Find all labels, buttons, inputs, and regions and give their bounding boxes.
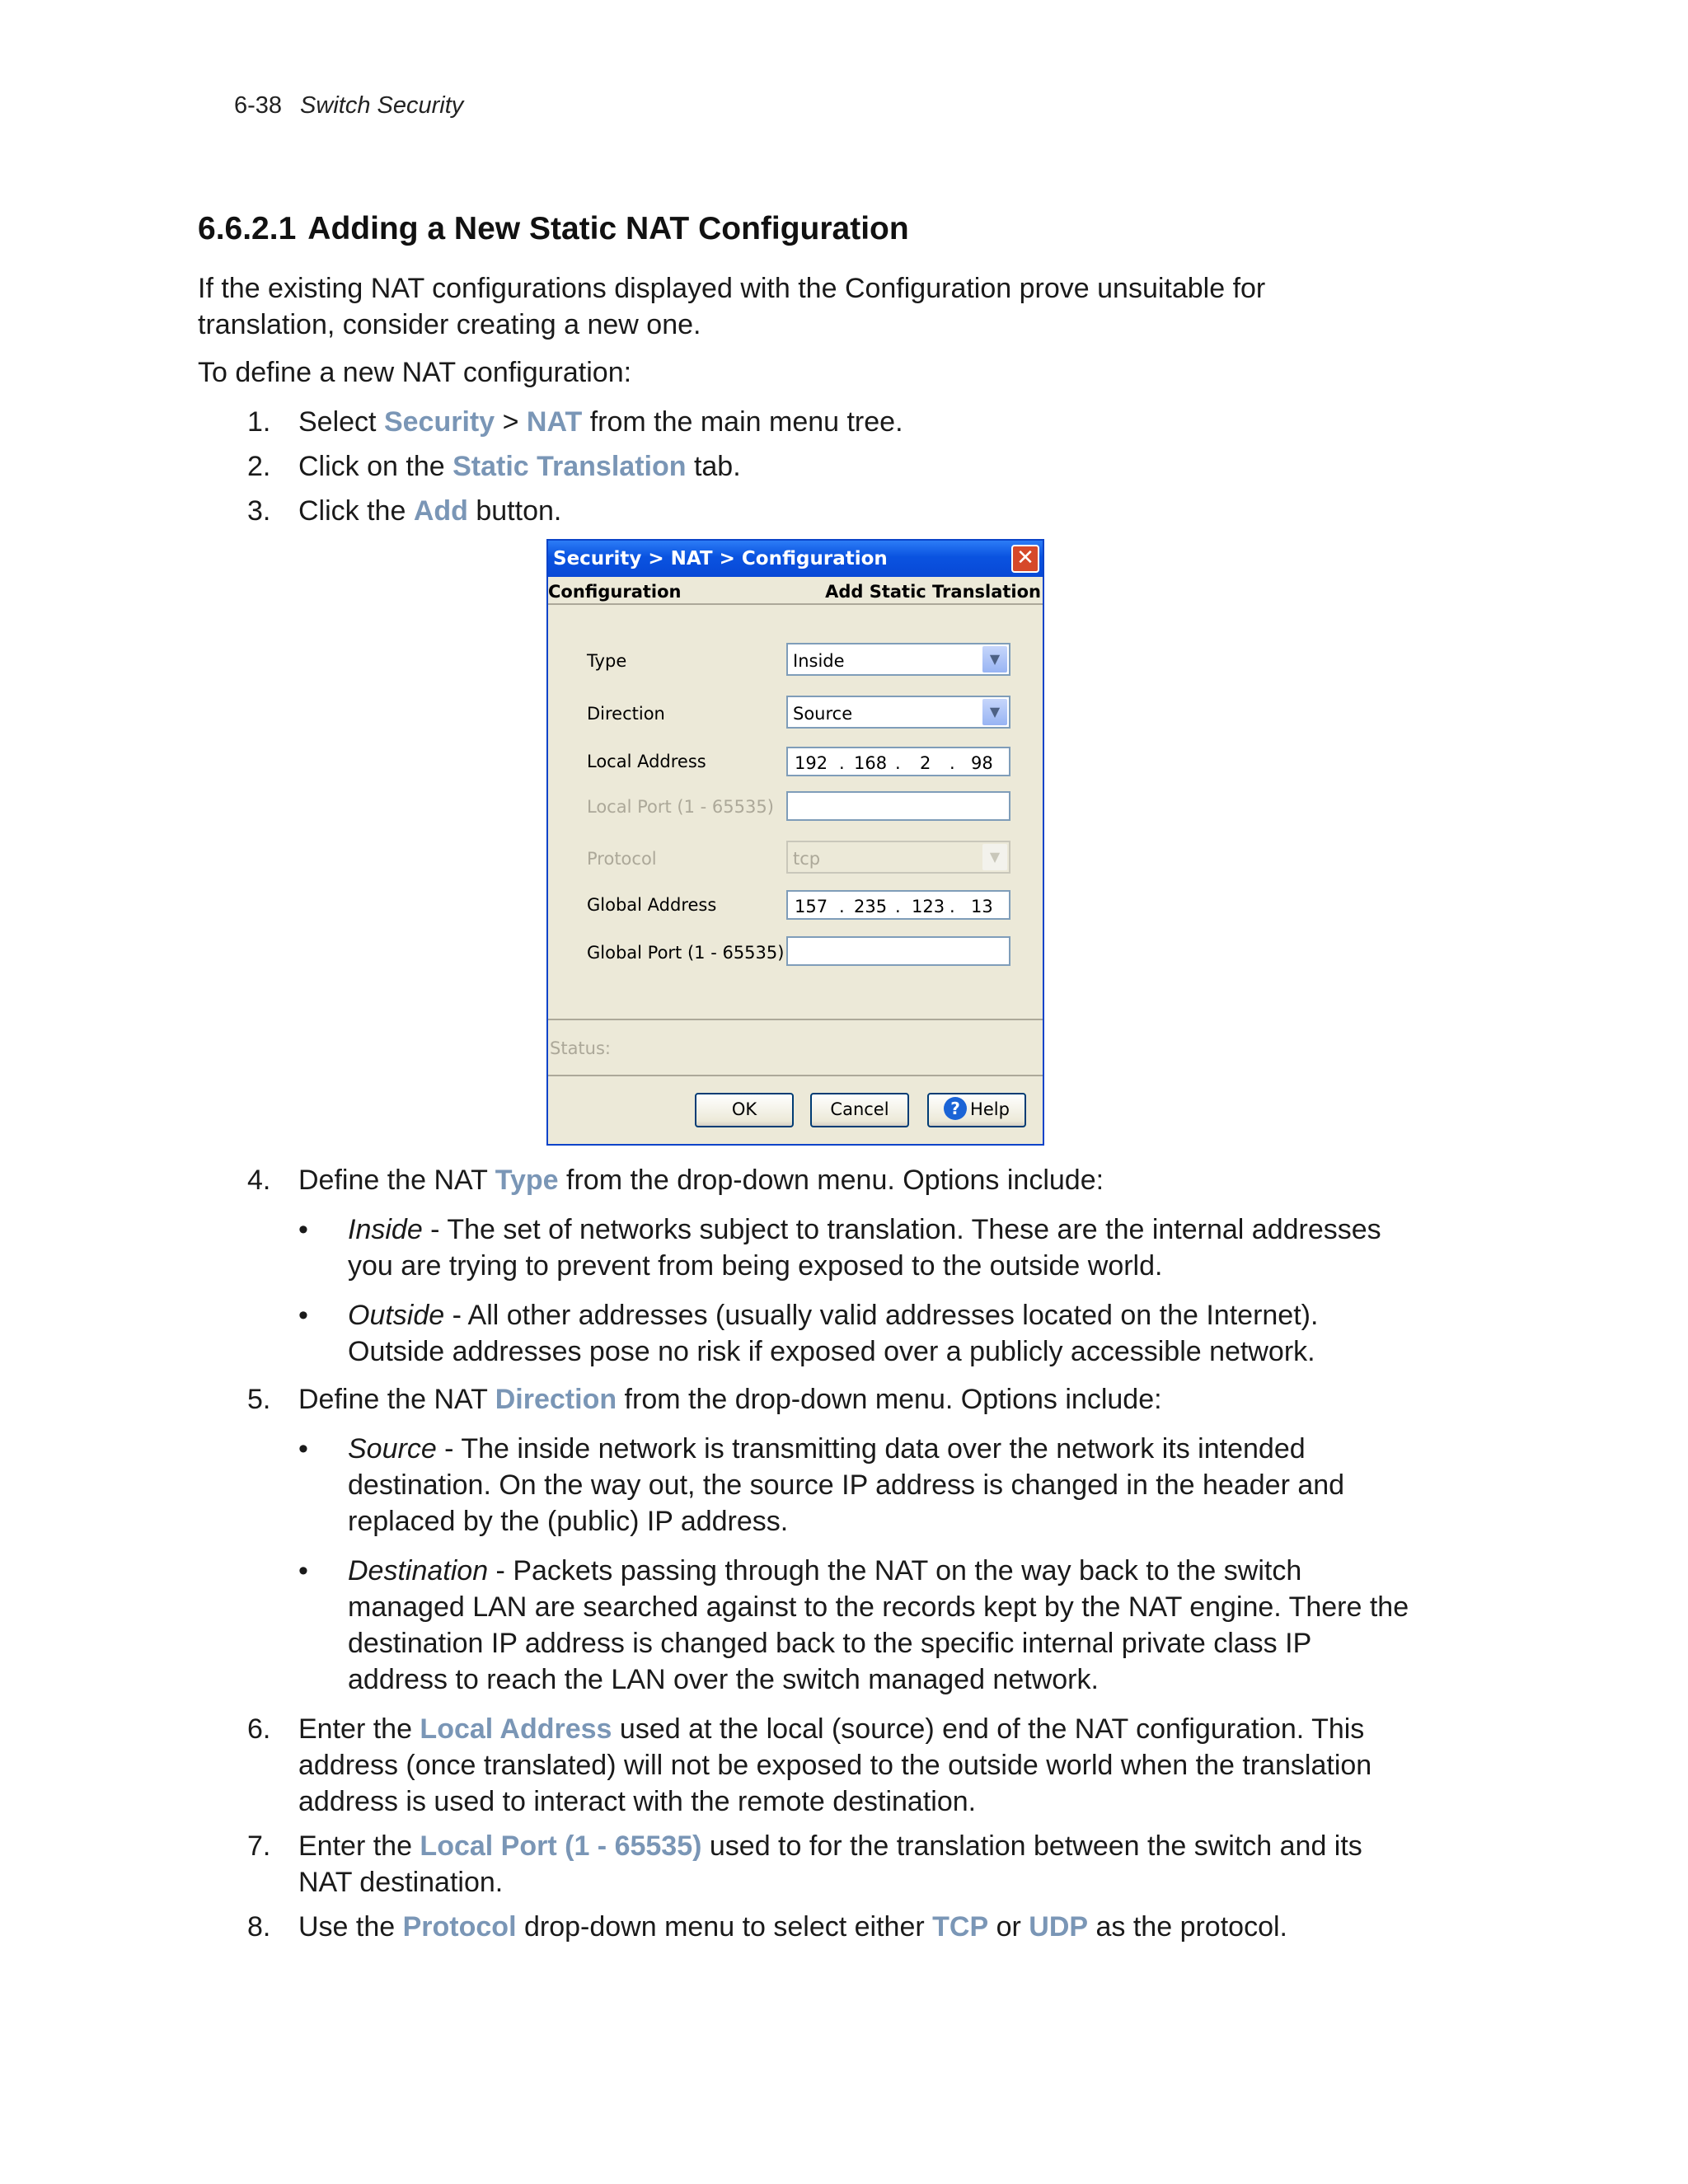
step-number: 8. bbox=[247, 1911, 271, 1943]
local-address-input[interactable] bbox=[786, 747, 1010, 776]
section-title: Adding a New Static NAT Configuration bbox=[307, 211, 909, 246]
type-select[interactable] bbox=[786, 643, 1010, 676]
bullet-text: Destination - Packets passing through the NAT on the way back to the switch managed LAN are searched against to the records kept by the NAT engine. There the destination IP address is changed back to the specific internal private class IP address to reach the LAN over the switch managed network. bbox=[348, 1555, 1409, 1695]
type-label: Type bbox=[587, 651, 627, 671]
protocol-select[interactable] bbox=[786, 841, 1010, 874]
step-number: 2. bbox=[247, 451, 271, 482]
ip-octet: 168 bbox=[854, 753, 888, 773]
chevron-down-icon[interactable]: ▼ bbox=[982, 646, 1007, 673]
status-label: Status: bbox=[550, 1038, 611, 1058]
ui-term-local-address: Local Address bbox=[420, 1713, 612, 1745]
ui-term-nat: NAT bbox=[526, 406, 583, 438]
ok-button[interactable]: OK bbox=[695, 1093, 794, 1127]
step-number: 5. bbox=[247, 1384, 271, 1415]
ip-separator: . bbox=[839, 753, 845, 773]
ui-term-add: Add bbox=[413, 495, 468, 527]
ip-octet: 2 bbox=[920, 753, 931, 773]
running-header bbox=[234, 92, 463, 120]
ui-term-type: Type bbox=[495, 1165, 559, 1196]
local-port-input[interactable] bbox=[786, 791, 1010, 821]
step-number: 4. bbox=[247, 1165, 271, 1196]
ip-separator: . bbox=[895, 897, 901, 916]
bullet-marker: • bbox=[298, 1433, 308, 1465]
nat-configuration-dialog bbox=[546, 539, 1044, 1146]
bullet-marker: • bbox=[298, 1300, 308, 1331]
step-number: 6. bbox=[247, 1713, 271, 1745]
step-text: Define the NAT Type from the drop-down menu. Options include: bbox=[298, 1165, 1104, 1196]
bullet-text: Outside - All other addresses (usually valid addresses located on the Internet). Outside addresses pose no risk if exposed over a publicly accessible network. bbox=[348, 1300, 1319, 1367]
global-port-input[interactable] bbox=[786, 936, 1010, 966]
ip-octet: 98 bbox=[971, 753, 993, 773]
ui-term-udp: UDP bbox=[1029, 1911, 1089, 1943]
intro-lead: To define a new NAT configuration: bbox=[198, 357, 632, 388]
close-icon[interactable]: ✕ bbox=[1011, 545, 1039, 573]
help-button-label: Help bbox=[970, 1099, 1010, 1119]
ip-octet: 157 bbox=[795, 897, 828, 916]
ip-separator: . bbox=[950, 753, 955, 773]
help-icon: ? bbox=[944, 1097, 967, 1120]
ip-octet: 123 bbox=[912, 897, 945, 916]
section-number: 6.6.2.1 bbox=[198, 211, 297, 246]
local-address-label: Local Address bbox=[587, 752, 706, 771]
dialog-title: Security > NAT > Configuration bbox=[553, 548, 888, 569]
ui-term-static-translation: Static Translation bbox=[452, 451, 687, 482]
step-text: Enter the Local Address used at the local (source) end of the NAT configuration. This address (once translated) will not be exposed to the outside world when the translation address is used to interact with the remote destination. bbox=[298, 1713, 1372, 1817]
page-number: 6-38 bbox=[234, 92, 283, 119]
step-text: Define the NAT Direction from the drop-down menu. Options include: bbox=[298, 1384, 1162, 1415]
ip-octet: 235 bbox=[854, 897, 888, 916]
help-button[interactable] bbox=[927, 1093, 1026, 1127]
local-port-label: Local Port (1 - 65535) bbox=[587, 797, 774, 817]
dialog-tabbar bbox=[548, 577, 1043, 605]
step-text: Use the Protocol drop-down menu to select either TCP or UDP as the protocol. bbox=[298, 1911, 1287, 1943]
dialog-titlebar bbox=[548, 541, 1043, 577]
step-text: Select Security > NAT from the main menu tree. bbox=[298, 406, 903, 438]
step-number: 3. bbox=[247, 495, 271, 527]
ui-term-protocol: Protocol bbox=[402, 1911, 517, 1943]
bullet-text: Inside - The set of networks subject to translation. These are the internal addresses you are trying to prevent from being exposed to the outside world. bbox=[348, 1214, 1381, 1282]
cancel-button[interactable]: Cancel bbox=[810, 1093, 909, 1127]
ui-term-direction: Direction bbox=[495, 1384, 617, 1415]
type-select-value: Inside bbox=[793, 651, 845, 671]
direction-select[interactable] bbox=[786, 696, 1010, 729]
step-number: 7. bbox=[247, 1830, 271, 1862]
ui-term-local-port: Local Port (1 - 65535) bbox=[420, 1830, 702, 1862]
direction-label: Direction bbox=[587, 704, 665, 724]
ip-separator: . bbox=[950, 897, 955, 916]
step-text: Click the Add button. bbox=[298, 495, 562, 527]
global-port-label: Global Port (1 - 65535) bbox=[587, 943, 785, 963]
protocol-select-value: tcp bbox=[793, 849, 821, 869]
bullet-text: Source - The inside network is transmitting data over the network its intended destination. On the way out, the source IP address is changed in the header and replaced by the (public) IP address. bbox=[348, 1433, 1345, 1537]
direction-select-value: Source bbox=[793, 704, 853, 724]
bullet-marker: • bbox=[298, 1214, 308, 1245]
ip-octet: 13 bbox=[971, 897, 993, 916]
chevron-down-icon[interactable]: ▼ bbox=[982, 699, 1007, 725]
intro-paragraph: If the existing NAT configurations displayed with the Configuration prove unsuitable for translation, consider creating a new one. bbox=[198, 273, 1266, 340]
step-number: 1. bbox=[247, 406, 271, 438]
tab-configuration[interactable]: Configuration bbox=[548, 582, 682, 602]
tab-add-static-translation[interactable]: Add Static Translation bbox=[825, 582, 1041, 602]
status-divider bbox=[548, 1019, 1043, 1020]
step-text: Enter the Local Port (1 - 65535) used to for the translation between the switch and its NAT destination. bbox=[298, 1830, 1362, 1898]
ip-separator: . bbox=[895, 753, 901, 773]
chevron-down-icon[interactable]: ▼ bbox=[982, 844, 1007, 870]
global-address-input[interactable] bbox=[786, 890, 1010, 920]
step-text: Click on the Static Translation tab. bbox=[298, 451, 741, 482]
protocol-label: Protocol bbox=[587, 849, 657, 869]
status-area bbox=[548, 1022, 1043, 1076]
ui-term-tcp: TCP bbox=[932, 1911, 989, 1943]
ip-separator: . bbox=[839, 897, 845, 916]
global-address-label: Global Address bbox=[587, 895, 717, 915]
section-heading bbox=[198, 211, 909, 247]
ip-octet: 192 bbox=[795, 753, 828, 773]
chapter-title: Switch Security bbox=[300, 92, 464, 119]
bullet-marker: • bbox=[298, 1555, 308, 1586]
ui-term-security: Security bbox=[383, 406, 495, 438]
